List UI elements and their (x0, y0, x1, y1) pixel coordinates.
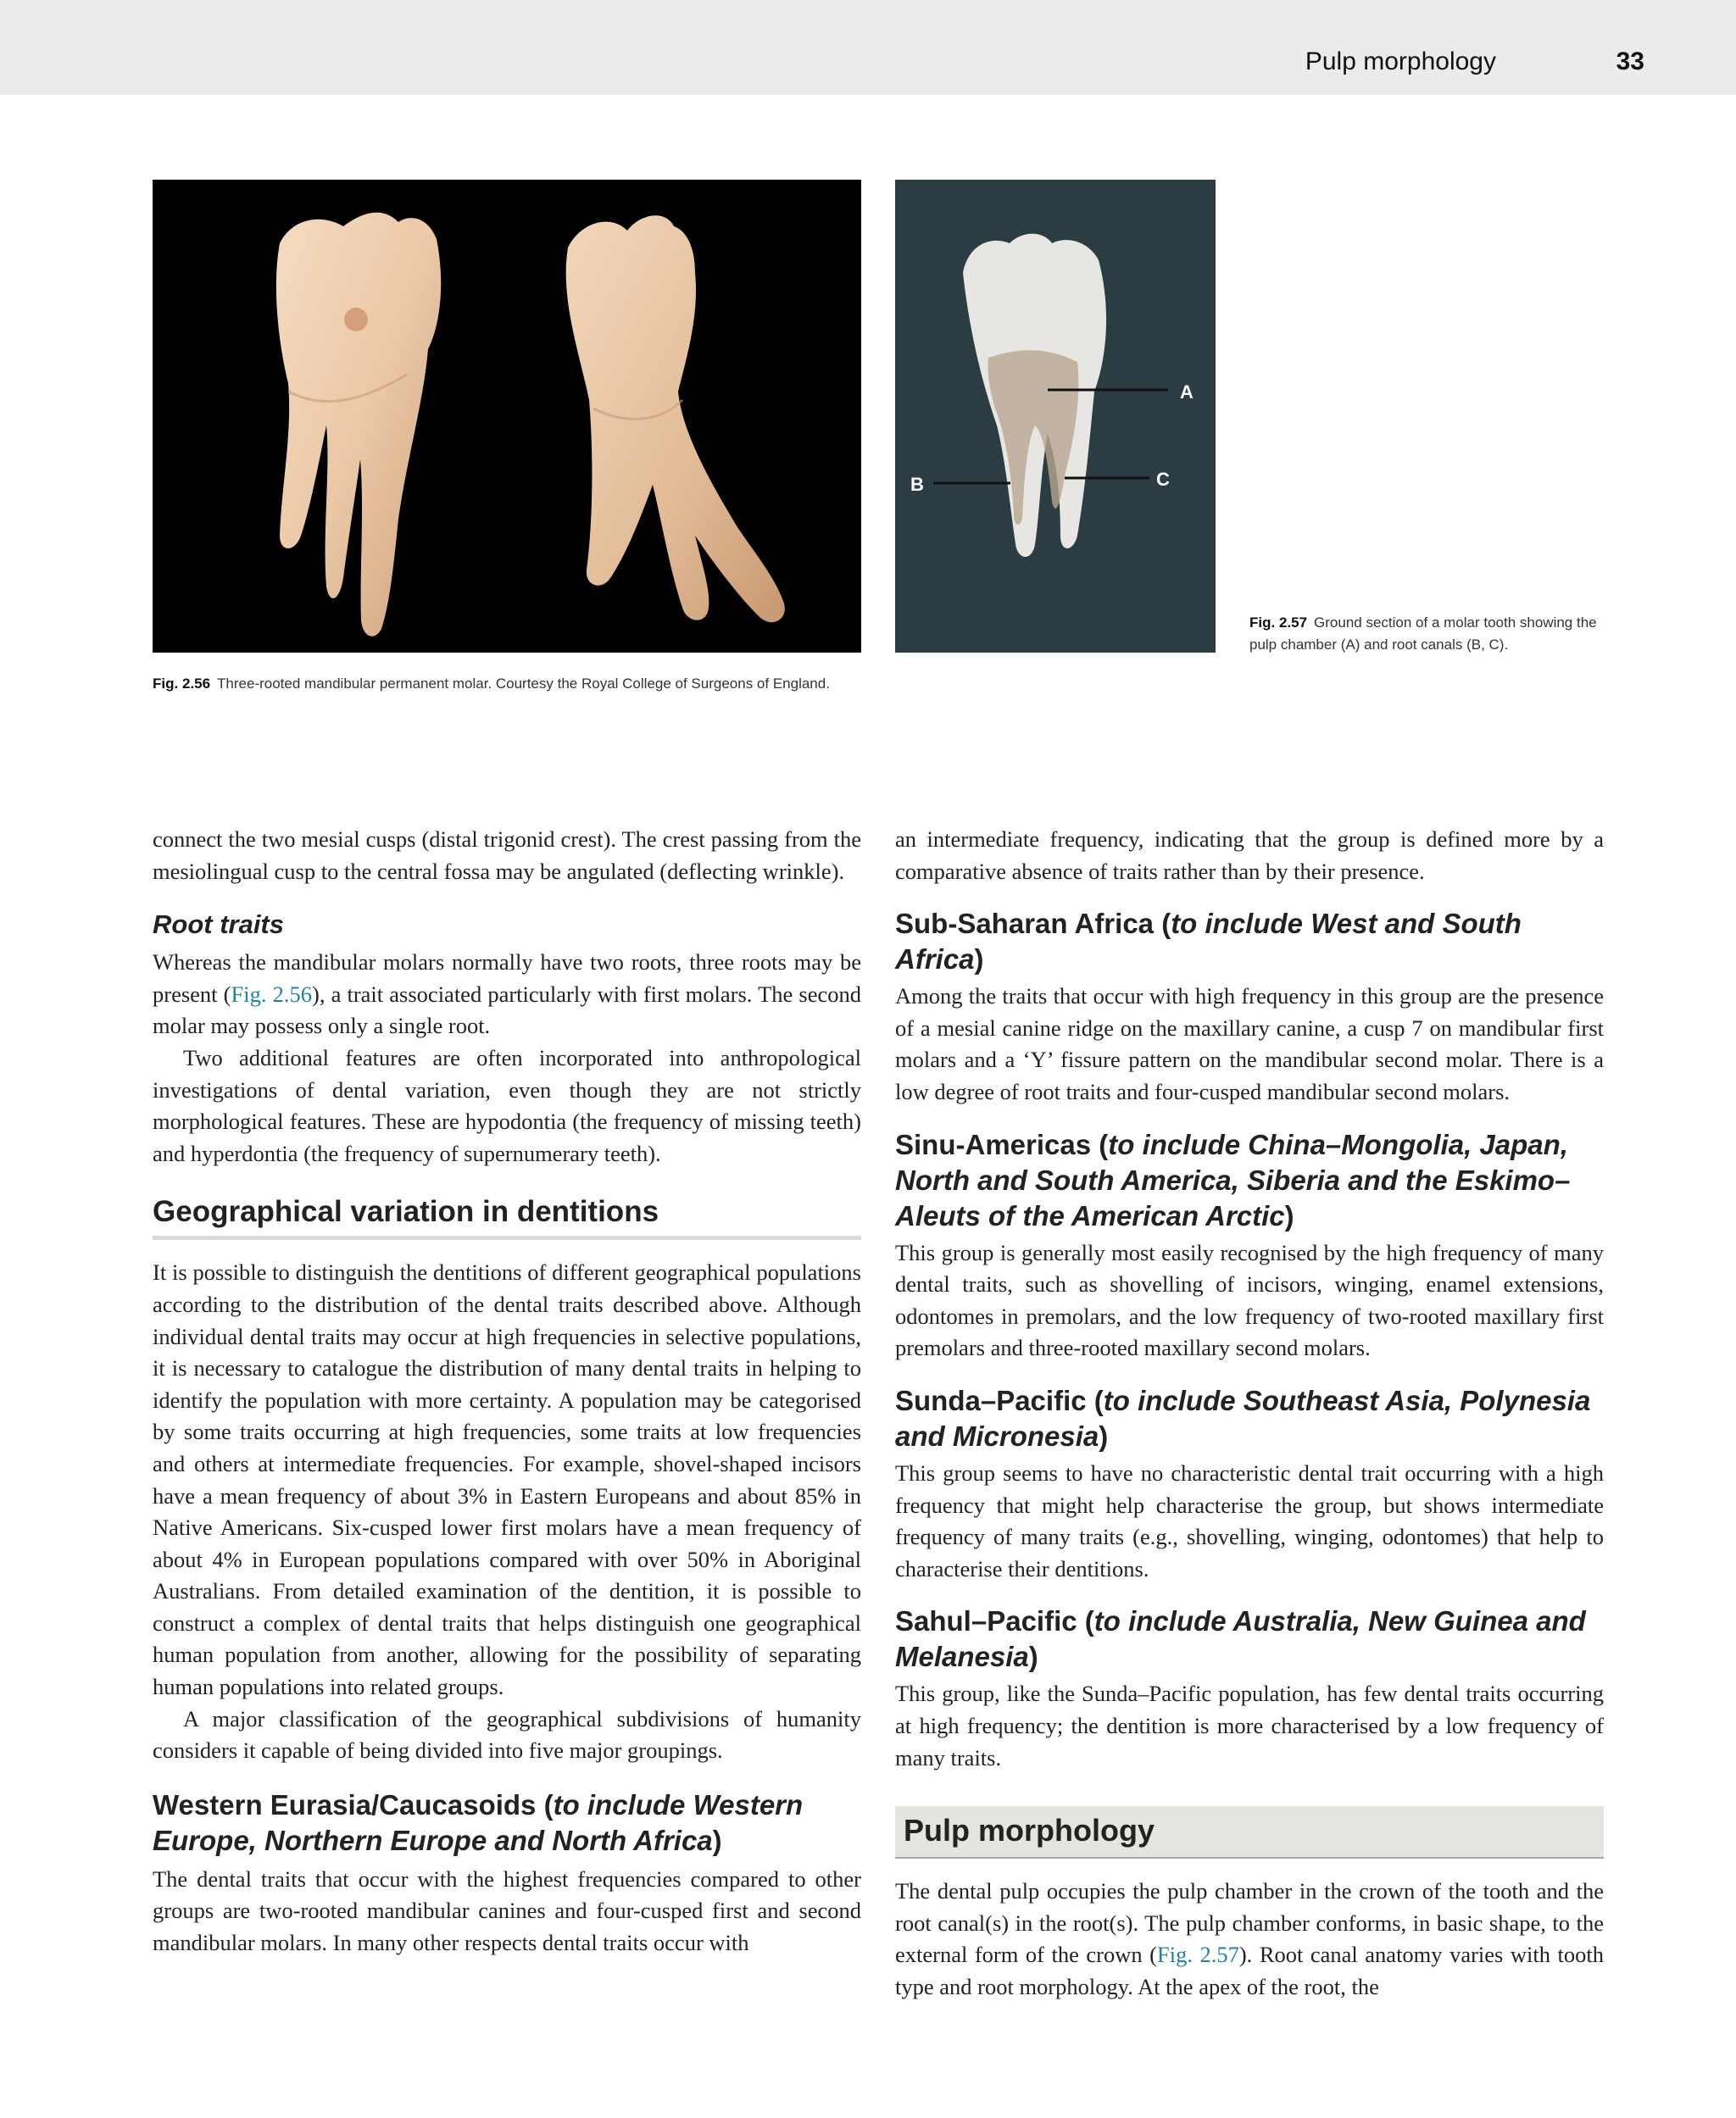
running-title: Pulp morphology (1305, 47, 1496, 75)
molar-ground-section-illustration (895, 180, 1216, 653)
text-run: Whereas the mandibular molars normally have two roots, three roots may be present ( (153, 949, 861, 1007)
pulp-morphology-heading: Pulp morphology (895, 1806, 1604, 1859)
geographical-variation-heading: Geographical variation in dentitions (153, 1195, 861, 1240)
caption-text: Ground section of a molar tooth showing the pulp chamber (A) and root canals (B, C). (1249, 614, 1597, 653)
sinu-americas-heading (895, 1127, 1604, 1234)
heading-close: ) (1099, 1420, 1109, 1452)
fig-2-56-link[interactable]: Fig. 2.56 (231, 981, 312, 1007)
page-number: 33 (1616, 47, 1644, 75)
heading-text: Western Eurasia/Caucasoids ( (153, 1788, 554, 1821)
right-text-column (895, 824, 1604, 2003)
sahul-pacific-heading (895, 1604, 1604, 1675)
geographical-variation-paragraph-1: It is possible to distinguish the dentitions of different geographical populations according to the distribution of the dental traits described above. Although individual dental traits may occur at high frequencies in selective populations, it is necessary to catalogue the distribution of many dental traits in helping to identify the population with more certainty. A population may be categorised by some traits occurring at high frequencies, some traits at low frequencies and others at intermediate frequencies. For example, shovel-shaped incisors have a mean frequency of about 3% in Eastern Europeans and about 85% in Native Americans. Six-cusped lower first molars have a mean frequency of about 4% in European populations compared with over 50% in Aboriginal Australians. From detailed examination of the dentition, it is possible to construct a complex of dental traits that helps distinguish one geographical human population from another, allowing for the possibility of separating human populations into related groups. (153, 1259, 861, 1700)
western-eurasia-paragraph: The dental traits that occur with the highest frequencies compared to other groups are two-rooted mandibular canines and four-cusped first and second mandibular molars. In many other respects dental traits occur with (153, 1865, 861, 1956)
geographical-variation-paragraph-2: A major classification of the geographical subdivisions of humanity considers it capable of being divided into five major groupings. (153, 1705, 861, 1764)
pulp-morphology-paragraph (895, 1876, 1604, 2003)
heading-text: Sub-Saharan Africa ( (895, 908, 1171, 940)
figure-2-56-caption (153, 673, 915, 695)
western-eurasia-heading (153, 1787, 861, 1859)
fig-2-57-link[interactable]: Fig. 2.57 (1156, 1942, 1239, 1968)
sub-saharan-paragraph: Among the traits that occur with high frequency in this group are the presence of a mesial canine ridge on the maxillary canine, a cusp 7 on mandibular first molars and a ‘Y’ fissure pattern on the mandibular second molar. There is a low degree of root traits and four-cusped mandibular second molars. (895, 983, 1604, 1104)
text-run: The dental pulp occupies the pulp chamber in the crown of the tooth and the root canal(s) in the root(s). The pulp chamber conforms, in basic shape, to the external form of the crown ( (895, 1878, 1604, 1968)
caption-text: Three-rooted mandibular permanent molar. Courtesy the Royal College of Surgeons of England. (217, 675, 830, 692)
continuation-paragraph: an intermediate frequency, indicating that the group is defined more by a comparative absence of traits rather than by their presence. (895, 826, 1604, 884)
sunda-pacific-paragraph: This group seems to have no characteristic dental trait occurring with a high frequency that might help characterise the group, but shows intermediate frequency of many traits (e.g., shovelling, winging, odontomes) that help to characterise their dentitions. (895, 1459, 1604, 1582)
heading-text: Sunda–Pacific ( (895, 1384, 1104, 1416)
root-traits-paragraph-1 (153, 947, 861, 1042)
figure-label: Fig. 2.56 (153, 675, 211, 692)
heading-text: Sinu-Americas ( (895, 1128, 1109, 1160)
heading-italic: to include Western Europe, Northern Europe and North Africa (153, 1788, 804, 1856)
heading-close: ) (1284, 1199, 1294, 1231)
intro-paragraph: connect the two mesial cusps (distal trigonid crest). The crest passing from the mesiolingual cusp to the central fossa may be angulated (deflecting wrinkle). (153, 826, 861, 884)
root-traits-heading: Root traits (153, 909, 284, 940)
root-traits-paragraph-2: Two additional features are often incorporated into anthropological investigations of dental variation, even though they are not strictly morphological features. These are hypodontia (the frequency of missing teeth) and hyperdontia (the frequency of supernumerary teeth). (153, 1044, 861, 1166)
sunda-pacific-heading (895, 1383, 1604, 1454)
left-text-column (153, 824, 861, 1960)
heading-text: Sahul–Pacific ( (895, 1605, 1094, 1637)
text-run: ), a trait associated particularly with first molars. The second molar may possess only a single root. (153, 981, 862, 1039)
heading-italic: to include China–Mongolia, Japan, North and South America, Siberia and the Eskimo–Aleuts of the American Arctic (895, 1128, 1571, 1231)
figure-2-57-caption (1249, 612, 1605, 656)
marker-a: A (1180, 381, 1194, 403)
heading-close: ) (1028, 1641, 1038, 1673)
heading-close: ) (974, 943, 984, 976)
heading-close: ) (712, 1824, 722, 1856)
running-header (0, 0, 1736, 95)
figure-2-56-image (153, 180, 861, 653)
heading-italic: to include Australia, New Guinea and Melanesia (895, 1605, 1586, 1673)
marker-b: B (910, 474, 924, 495)
heading-italic: to include Southeast Asia, Polynesia and Micronesia (895, 1384, 1591, 1452)
figure-label: Fig. 2.57 (1249, 614, 1308, 631)
text-run: ). Root canal anatomy varies with tooth type and root morphology. At the apex of the root, the (895, 1942, 1604, 1999)
figure-2-57-image (895, 180, 1216, 653)
sahul-pacific-paragraph: This group, like the Sunda–Pacific population, has few dental traits occurring at high frequency; the dentition is more characterised by a low frequency of many traits. (895, 1681, 1604, 1771)
marker-c: C (1156, 469, 1170, 490)
three-rooted-molar-illustration (153, 180, 861, 653)
sinu-americas-paragraph: This group is generally most easily recognised by the high frequency of many dental traits, such as shovelling of incisors, winging, enamel extensions, odontomes in premolars, and the low frequency of two-rooted maxillary first premolars and three-rooted maxillary second molars. (895, 1239, 1604, 1361)
heading-italic: to include West and South Africa (895, 908, 1522, 976)
sub-saharan-heading (895, 906, 1604, 977)
